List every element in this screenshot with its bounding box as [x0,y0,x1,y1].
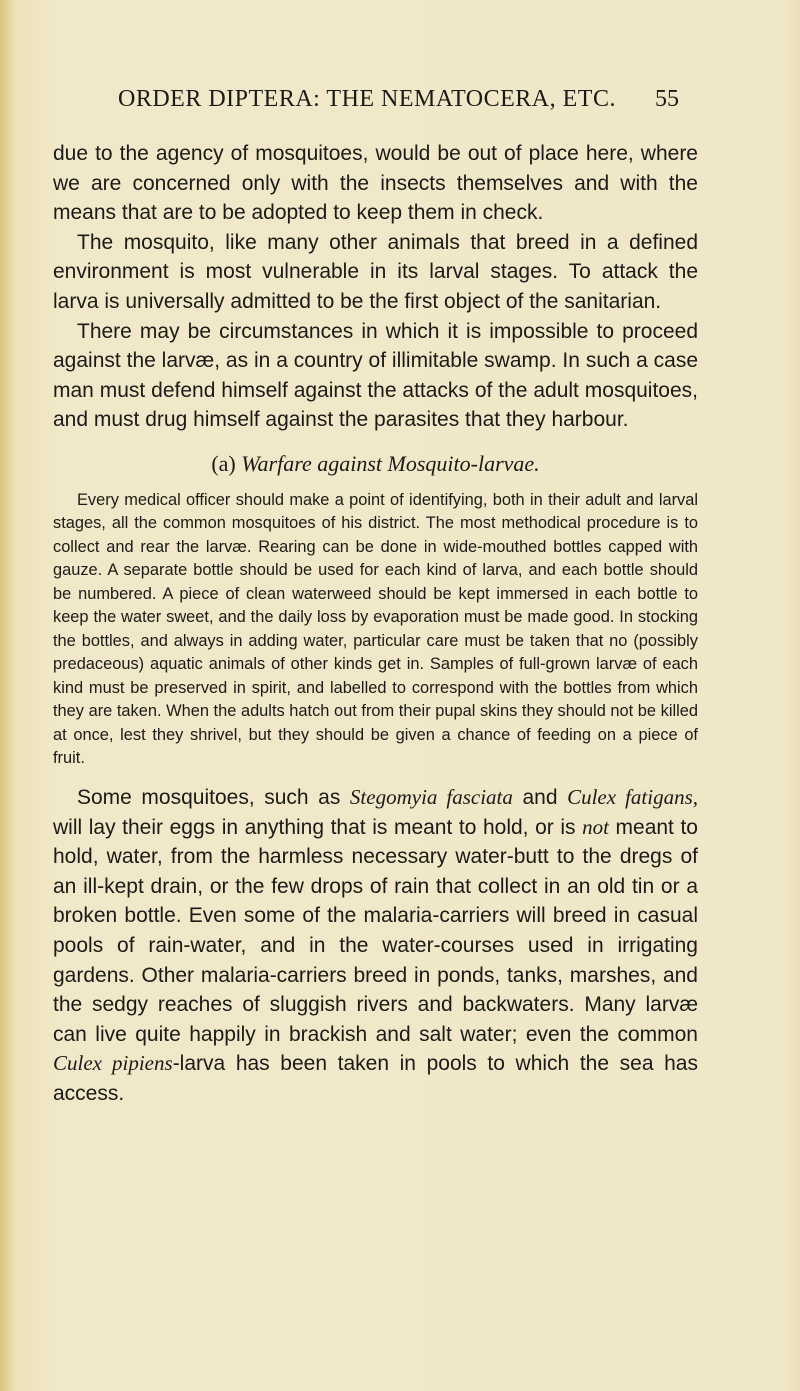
species-name: Culex fatigans, [567,784,698,809]
text-run: -larva has been taken in pools to which the sea has access. [53,1052,698,1105]
small-print-block [53,489,698,771]
text-run: and [522,785,558,809]
running-head: ORDER DIPTERA: THE NEMATOCERA, ETC. [118,86,616,112]
section-label: (a) [211,450,236,476]
page-body [53,139,698,1108]
final-paragraph-block [53,783,698,1109]
small-print-paragraph: Every medical officer should make a point of identifying, both in their adult and larval stages, all the common mosquitoes of his district. The most methodical procedure is to collect and rear the larvæ. Rearing can be done in wide-mouthed bottles capped with gauze. A separate bottle should be used for each kind of larva, and each bottle should be numbered. A piece of clean waterweed should be kept immersed in each bottle to keep the water sweet, and the daily loss by evaporation must be made good. In stocking the bottles, and always in adding water, particular care must be taken that no (possibly predaceous) aquatic animals of other kinds get in. Samples of full-grown larvæ of each kind must be preserved in spirit, and labelled to correspond with the bottles from which they are taken. When the adults hatch out from their pupal skins they should not be killed at once, lest they shrivel, but they should be given a chance of feeding on a piece of fruit. [53,490,698,768]
text-run: will lay their eggs in anything that is meant to hold, or is [53,815,576,839]
emphasis-word: not [582,814,609,839]
paragraph-swamp: There may be circumstances in which it is impossible to proceed against the larvæ, as in a country of illimitable swamp. In such a case man must defend himself against the attacks of the adult mosquitoes, and must drug himself against the parasites that they harbour. [53,319,698,432]
paragraph-larval-stages: The mosquito, like many other animals that breed in a defined environment is most vulnerable in its larval stages. To attack the larva is universally admitted to be the first object of the sanitarian. [53,230,698,313]
paragraph-breeding-sites [53,783,698,1109]
species-name: Culex pipiens [53,1051,173,1076]
section-heading [53,449,698,479]
text-run: Some mosquitoes, such as [77,785,341,809]
text-run: meant to hold, water, from the harmless necessary water-butt to the dregs of an ill-kept drain, or the few drops of rain that collect in an old tin or a broken bottle. Even some of the malaria-carriers will breed in casual pools of rain-water, and in the water-courses used in irrigating gardens. Other malaria-carriers breed in ponds, tanks, marshes, and the sedgy reaches of sluggish rivers and backwaters. Many larvæ can live quite happily in brackish and salt water; even the common [53,815,698,1046]
section-title: Warfare against Mosquito-larvae. [241,450,540,476]
species-name: Stegomyia fasciata [349,784,513,809]
binding-shadow [0,0,14,1391]
page-number: 55 [655,86,679,112]
paragraph-continuation: due to the agency of mosquitoes, would be out of place here, where we are concerned only with the insects themselves and with the means that are to be adopted to keep them in check. [53,142,698,225]
